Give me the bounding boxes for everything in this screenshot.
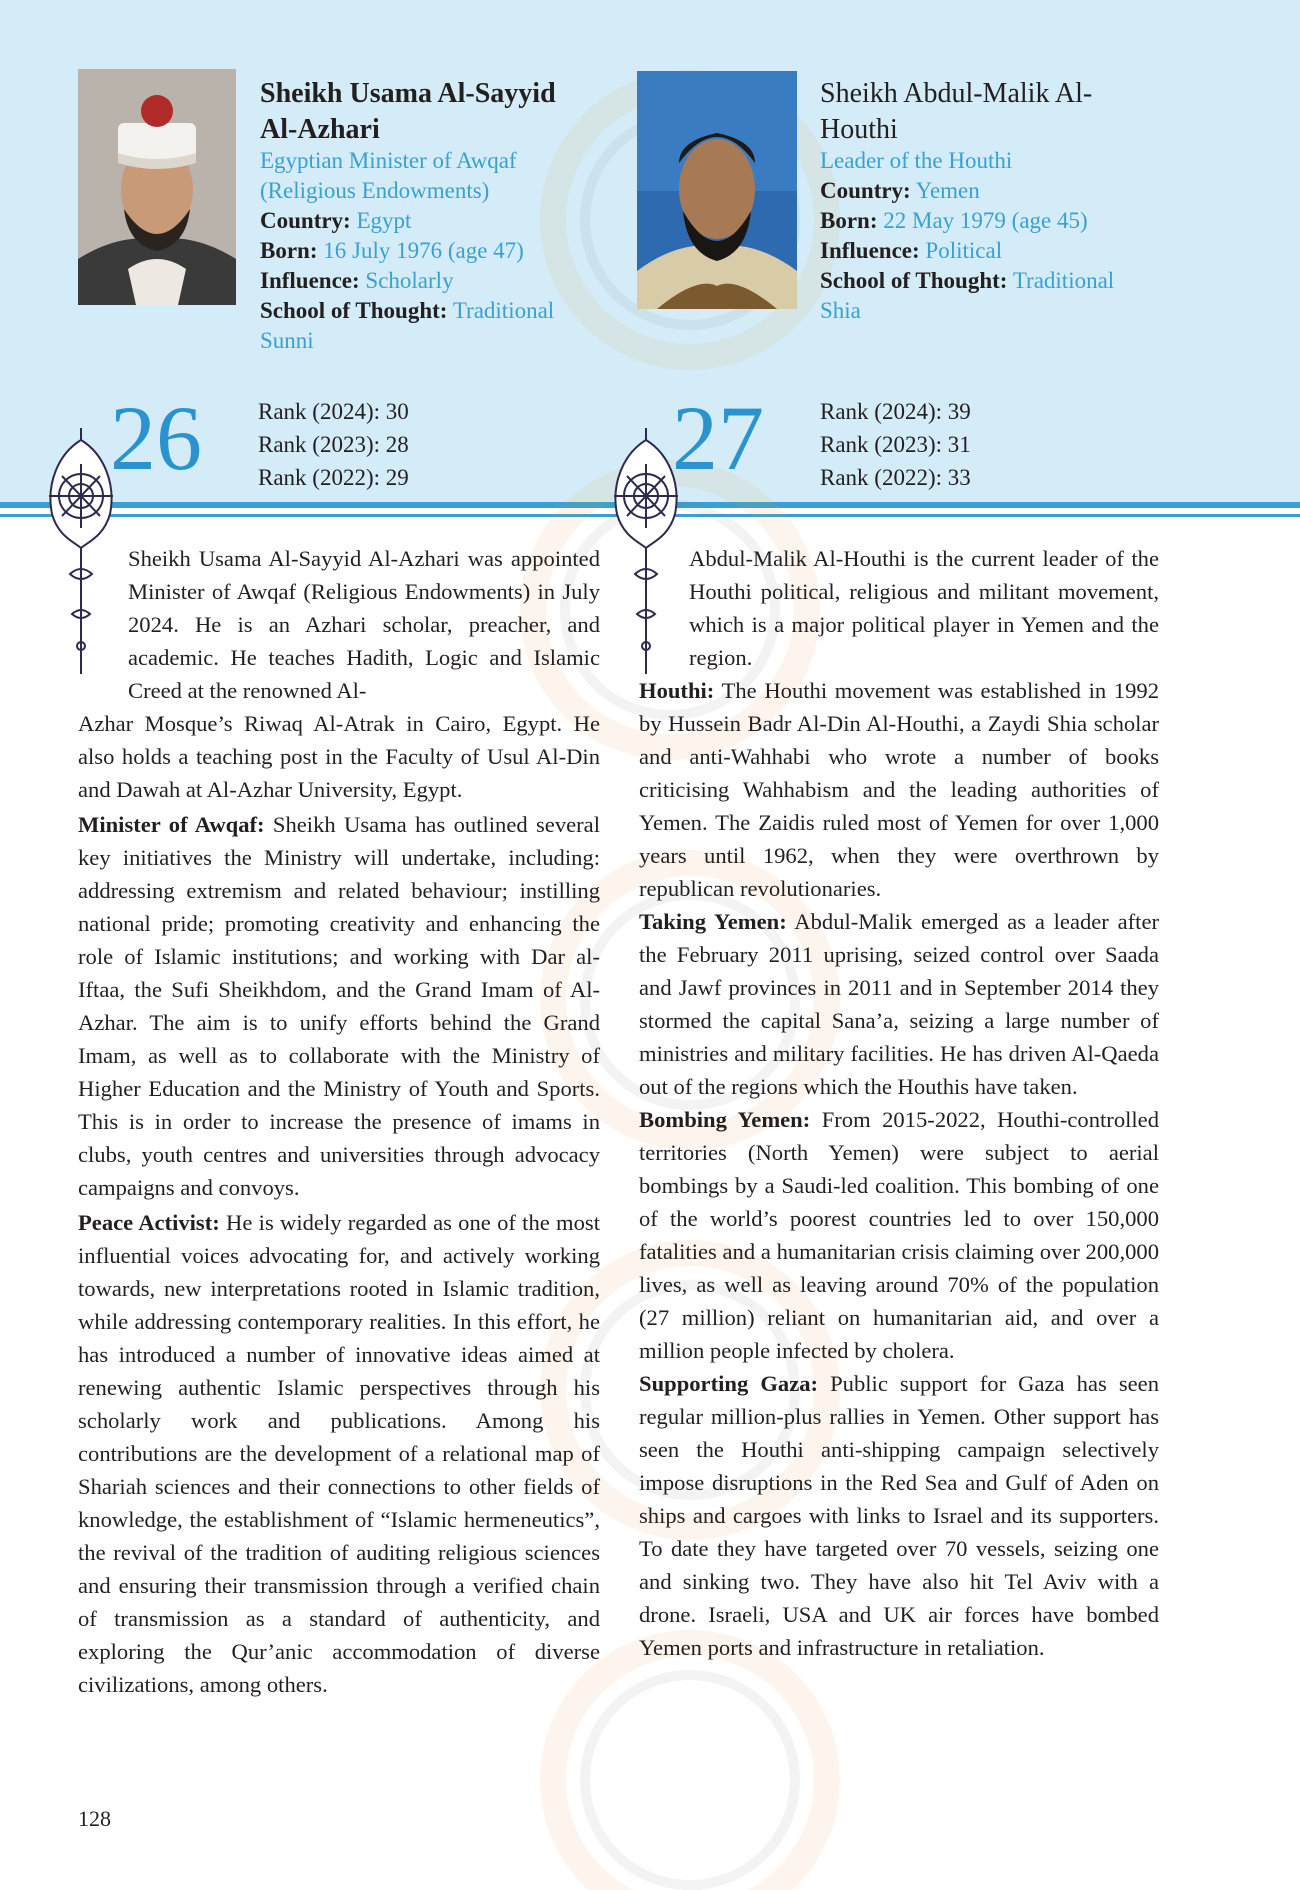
section-heading: Houthi: (639, 678, 715, 703)
intro-paragraph: Azhar Mosque’s Riwaq Al-Atrak in Cairo, Egypt. He also holds a teaching post in the Faculty of Usul Al-Din and Dawah at Al-Azhar University, Egypt. (78, 711, 600, 802)
profile-born: Born: 22 May 1979 (age 45) (820, 208, 1088, 233)
intro-paragraph-wrapped: Sheikh Usama Al-Sayyid Al-Azhari was appointed Minister of Awqaf (Religious Endowments) in July 2024. He is an Azhari scholar, preacher, and academic. He teaches Hadith, Logic and Islamic Creed at the renowned Al- (128, 546, 600, 703)
section-paragraph: Taking Yemen: Abdul-Malik emerged as a leader after the February 2011 uprising, seized control over Saada and Jawf provinces in 2011 and in September 2014 they stormed the capital Sana’a, seizing a large number of ministries and military facilities. He has driven Al-Qaeda out of the regions which the Houthis have taken. (639, 909, 1159, 1099)
rank-number: 26 (110, 387, 202, 489)
page-number: 128 (78, 1806, 111, 1831)
left-column-body (78, 542, 600, 1701)
section-paragraph: Supporting Gaza: Public support for Gaza has seen regular million-plus rallies in Yemen. Other support has seen the Houthi anti-shipping campaign selectively impose disruptions in the Red Sea and Gulf of Aden on ships and cargoes with links to Israel and its supporters. To date they have targeted over 70 vessels, seizing one and sinking two. They have also hit Tel Aviv with a drone. Israeli, USA and UK air forces have bombed Yemen ports and infrastructure in retaliation. (639, 1371, 1159, 1660)
rank-history (258, 395, 409, 494)
profile-abdul-malik-al-houthi (820, 76, 1160, 326)
profile-name: Sheikh Abdul-Malik Al- Houthi (820, 78, 1093, 145)
profile-country: Country: Yemen (820, 178, 980, 203)
profile-school: School of Thought: Traditional Shia (820, 268, 1115, 323)
section-heading: Minister of Awqaf: (78, 812, 265, 837)
section-paragraph: Minister of Awqaf: Sheikh Usama has outlined several key initiatives the Ministry will undertake, including: addressing extremism and related behaviour; instilling national pride; promoting creativity and enhancing the role of Islamic institutions; and working with Dar al-Iftaa, the Sufi Sheikhdom, and the Grand Imam of Al-Azhar. The aim is to unify efforts behind the Grand Imam, as well as to collaborate with the Ministry of Higher Education and the Ministry of Youth and Sports. This is in order to increase the presence of imams in clubs, youth centres and universities through advocacy campaigns and convoys. (78, 812, 600, 1200)
rank-number: 27 (672, 387, 764, 489)
portrait-usama-al-azhari (78, 69, 236, 305)
rank-2023: Rank (2023): 28 (258, 432, 409, 457)
intro-paragraph-wrapped: Abdul-Malik Al-Houthi is the current leader of the Houthi political, religious and militant movement, which is a major political player in Yemen and the region. (689, 546, 1159, 670)
rank-2022: Rank (2022): 29 (258, 465, 409, 490)
rank-history (820, 395, 971, 494)
profile-name: Sheikh Usama Al-Sayyid Al-Azhari (260, 78, 556, 145)
section-paragraph: Bombing Yemen: From 2015-2022, Houthi-controlled territories (North Yemen) were subject to aerial bombings by a Saudi-led coalition. This bombing of one of the world’s poorest countries led to over 150,000 fatalities and a humanitarian crisis claiming over 200,000 lives, as well as leaving around 70% of the population (27 million) reliant on humanitarian aid, and over a million people infected by cholera. (639, 1107, 1159, 1363)
section-paragraph: Houthi: The Houthi movement was established in 1992 by Hussein Badr Al-Din Al-Houthi, a Zaydi Shia scholar and anti-Wahhabi who wrote a number of books criticising Wahhabism and the leading authorities of Yemen. The Zaidis ruled most of Yemen for over 1,000 years until 1962, when they were overthrown by republican revolutionaries. (639, 678, 1159, 901)
section-heading: Peace Activist: (78, 1210, 220, 1235)
profile-born: Born: 16 July 1976 (age 47) (260, 238, 524, 263)
right-column-body (639, 542, 1159, 1664)
section-heading: Supporting Gaza: (639, 1371, 819, 1396)
profile-influence: Influence: Political (820, 238, 1003, 263)
rank-2022: Rank (2022): 33 (820, 465, 971, 490)
rank-2024: Rank (2024): 39 (820, 399, 971, 424)
section-heading: Bombing Yemen: (639, 1107, 811, 1132)
profile-role: Egyptian Minister of Awqaf (Religious Endowments) (260, 148, 517, 203)
profile-usama-al-azhari (260, 76, 600, 356)
profile-role: Leader of the Houthi (820, 148, 1013, 173)
rank-2023: Rank (2023): 31 (820, 432, 971, 457)
profile-school: School of Thought: Traditional Sunni (260, 298, 555, 353)
profile-influence: Influence: Scholarly (260, 268, 454, 293)
profile-country: Country: Egypt (260, 208, 412, 233)
section-heading: Taking Yemen: (639, 909, 787, 934)
section-paragraph: Peace Activist: He is widely regarded as one of the most influential voices advocating for, and actively working towards, new interpretations rooted in Islamic tradition, while addressing contemporary realities. In this effort, he has introduced a number of innovative ideas aimed at renewing authentic Islamic perspectives through his scholarly work and publications. Among his contributions are the development of a relational map of Shariah sciences and their connections to other fields of knowledge, the establishment of “Islamic hermeneutics”, the revival of the tradition of auditing religious sciences and ensuring their transmission through a verified chain of transmission as a standard of authenticity, and exploring the Qur’anic accommodation of diverse civilizations, among others. (78, 1210, 600, 1697)
rank-2024: Rank (2024): 30 (258, 399, 409, 424)
portrait-abdul-malik-al-houthi (637, 71, 797, 309)
